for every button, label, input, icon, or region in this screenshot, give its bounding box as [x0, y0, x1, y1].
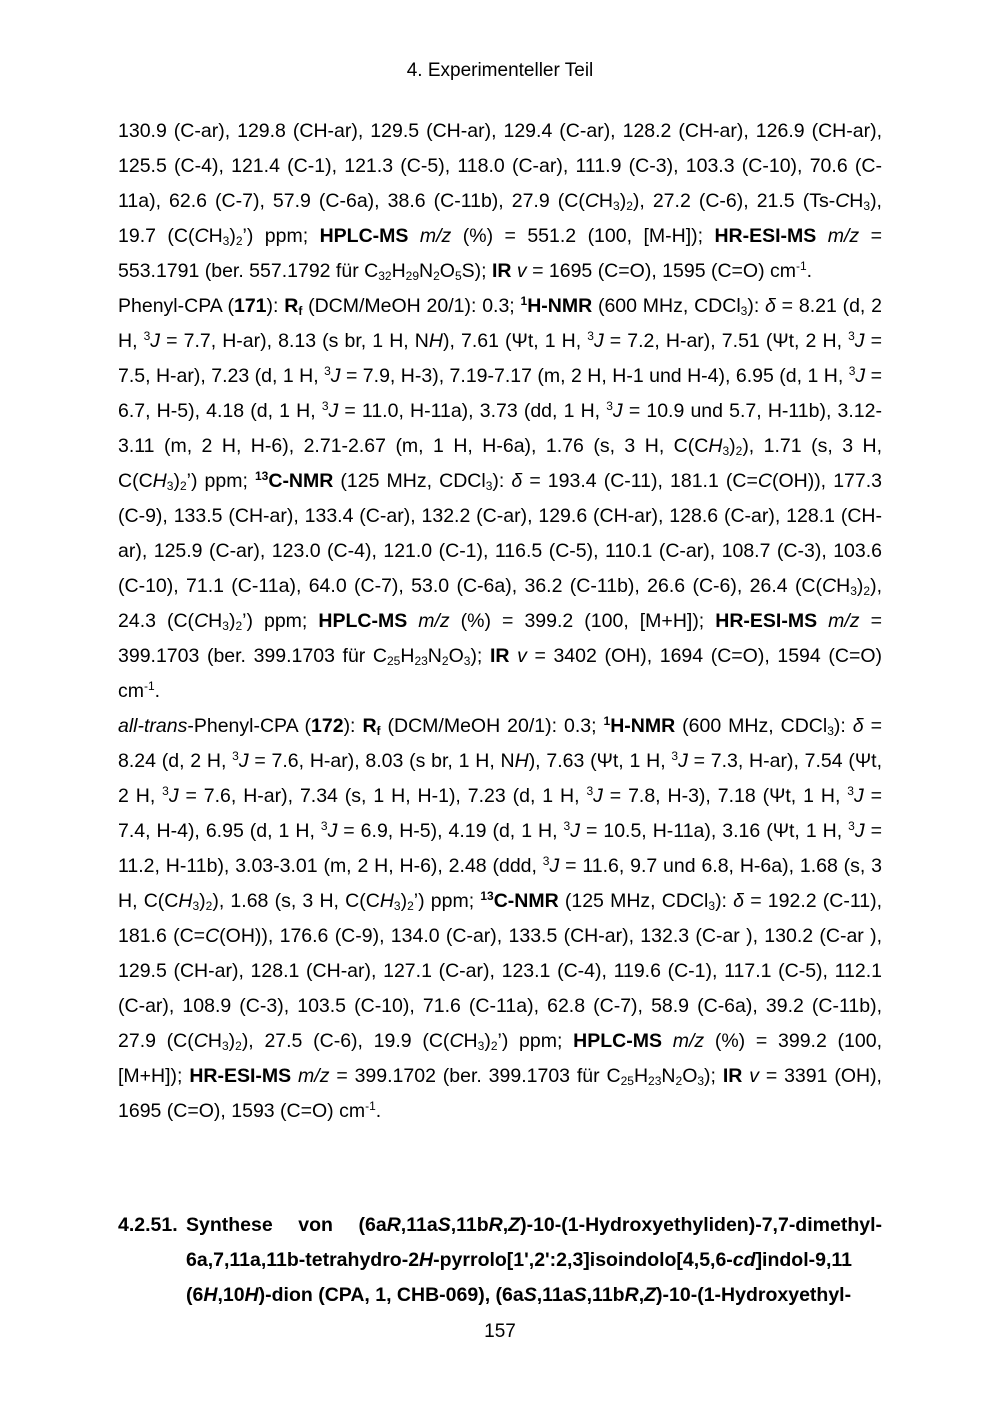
paragraph-continuation: 130.9 (C-ar), 129.8 (CH-ar), 129.5 (CH-ar), 129.4 (C-ar), 128.2 (CH-ar), 126.9 (CH-ar), 125.5 (C-4), 121.4 (C-1), 121.3 (C-5), 118.0 (C-ar), 111.9 (C-3), 103.3 (C-10), 70.6 (C-11a), 62.6 (C-7), 57.9 (C-6a), 38.6 (C-11b), 27.9 $(C(CH_3)_2)$, 27.2 (C-6), 21.5 $(Ts-CH_3)$, 19.7 $(C(CH_3)_2’)$ ppm; HPLC-MS m/z (%) = 551.2 (100, [M-H]); HR-ESI-MS m/z = 553.1791 (ber. 557.1792 für $C_{32}H_{29}N_2O_5S$); IR v = 1695 (C=O), 1595 (C=O) $cm^{-1}$.: [118, 120, 883, 283]
section-number: 4.2.51.: [118, 1214, 178, 1236]
paragraph-all-trans-phenyl-cpa: all-trans-Phenyl-CPA (172): $R_f$ (DCM/MeOH 20/1): 0.3; $^1$H-NMR (600 MHz, CDCl$_3$): δ = 8.24 (d, 2 H, $^3$J = 7.6, H-ar), 8.03 (s br, 1 H, NH), 7.63 (Ψt, 1 H, $^3$J = 7.3, H-ar), 7.54 (Ψt, 2 H, $^3$J = 7.6, H-ar), 7.34 (s, 1 H, H-1), 7.23 (d, 1 H, $^3$J = 7.8, H-3), 7.18 (Ψt, 1 H, $^3$J = 7.4, H-4), 6.95 (d, 1 H, $^3$J = 6.9, H-5), 4.19 (d, 1 H, $^3$J = 10.5, H-11a), 3.16 (Ψt, 1 H, $^3$J = 11.2, H-11b), 3.03-3.01 (m, 2 H, H-6), 2.48 (ddd, $^3$J = 11.6, 9.7 und 6.8, H-6a), 1.68 (s, 3 H, $C(CH_3)_2$), 1.68 (s, 3 H, $C(CH_3)_2$’) ppm; $^{13}$C-NMR (125 MHz, CDCl$_3$): δ = 192.2 (C-11), 181.6 (C=C(OH)), 176.6 (C-9), 134.0 (C-ar), 133.5 (CH-ar), 132.3 (C-ar ), 130.2 (C-ar ), 129.5 (CH-ar), 128.1 (CH-ar), 127.1 (C-ar), 123.1 (C-4), 119.6 (C-1), 117.1 (C-5), 112.1 (C-ar), 108.9 (C-3), 103.5 (C-10), 71.6 (C-11a), 62.8 (C-7), 58.9 (C-6a), 39.2 (C-11b), 27.9 $(C(CH_3)_2)$, 27.5 (C-6), 19.9 $(C(CH_3)_2’)$ ppm; HPLC-MS m/z (%) = 399.2 (100, [M+H]); HR-ESI-MS m/z = 399.1702 (ber. 399.1703 für $C_{25}H_{23}N_2O_3$); IR v = 3391 (OH), 1695 (C=O), 1593 (C=O) $cm^{-1}$.: [118, 714, 883, 1122]
running-header: 4. Experimenteller Teil: [406, 60, 594, 81]
page-number: 157: [484, 1321, 516, 1342]
section-title: Synthese von (6aR,11aS,11bR,Z)-10-(1-Hydroxyethyliden)-7,7-dimethyl-6a,7,11a,11b-tetrahydro-2H-pyrrolo[1',2':2,3]isoindolo[4,5,6-cd]indol-9,11 (6H,10H)-dion (CPA, 1, CHB-069), (6aS,11aS,11bR,Z)-10-(1-Hydroxyethyl-: [186, 1214, 882, 1306]
paragraph-phenyl-cpa: Phenyl-CPA (171): $R_f$ (DCM/MeOH 20/1): 0.3; $^1$H-NMR (600 MHz, CDCl$_3$): δ = 8.21 (d, 2 H, $^3$J = 7.7, H-ar), 8.13 (s br, 1 H, NH), 7.61 (Ψt, 1 H, $^3$J = 7.2, H-ar), 7.51 (Ψt, 2 H, $^3$J = 7.5, H-ar), 7.23 (d, 1 H, $^3$J = 7.9, H-3), 7.19-7.17 (m, 2 H, H-1 und H-4), 6.95 (d, 1 H, $^3$J = 6.7, H-5), 4.18 (d, 1 H, $^3$J = 11.0, H-11a), 3.73 (dd, 1 H, $^3$J = 10.9 und 5.7, H-11b), 3.12-3.11 (m, 2 H, H-6), 2.71-2.67 (m, 1 H, H-6a), 1.76 (s, 3 H, $C(CH_3)_2$), 1.71 (s, 3 H, $C(CH_3)_2$’) ppm; $^{13}$C-NMR (125 MHz, CDCl$_3$): δ = 193.4 (C-11), 181.1 (C=C(OH)), 177.3 (C-9), 133.5 (CH-ar), 133.4 (C-ar), 132.2 (C-ar), 129.6 (CH-ar), 128.6 (C-ar), 128.1 (CH-ar), 125.9 (C-ar), 123.0 (C-4), 121.0 (C-1), 116.5 (C-5), 110.1 (C-ar), 108.7 (C-3), 103.6 (C-10), 71.1 (C-11a), 64.0 (C-7), 53.0 (C-6a), 36.2 (C-11b), 26.6 (C-6), 26.4 $(C(CH_3)_2)$, 24.3 $(C(CH_3)_2’)$ ppm; HPLC-MS m/z (%) = 399.2 (100, [M+H]); HR-ESI-MS m/z = 399.1703 (ber. 399.1703 für $C_{25}H_{23}N_2O_3$); IR v = 3402 (OH), 1694 (C=O), 1594 (C=O) $cm^{-1}$.: [118, 294, 882, 702]
section-heading: [118, 1208, 882, 1313]
body-text: [118, 114, 882, 1129]
